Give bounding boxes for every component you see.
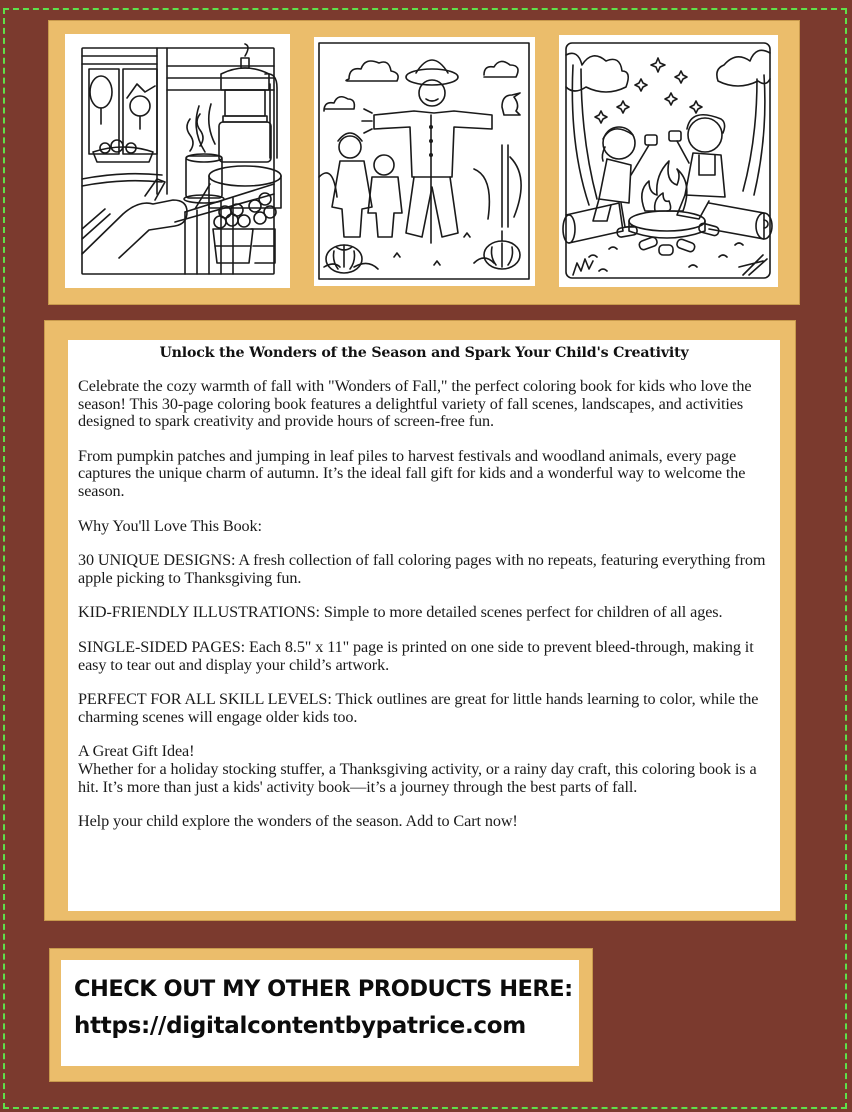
store-url-link[interactable]: https://digitalcontentbypatrice.com — [74, 1013, 526, 1039]
feature-unique-designs: 30 UNIQUE DESIGNS: A fresh collection of fall coloring pages with no repeats, featuring everything from apple picking to Thanksgiving fun. — [78, 551, 766, 587]
feature-single-sided: SINGLE-SIDED PAGES: Each 8.5" x 11" page is printed on one side to prevent bleed-through, making it easy to tear out and display your child’s artwork. — [78, 637, 754, 674]
gallery-image-campfire — [559, 35, 778, 287]
gallery-panel — [48, 20, 800, 305]
gallery-image-scarecrow — [314, 37, 535, 286]
description-heading: Unlock the Wonders of the Season and Spark Your Child's Creativity — [159, 345, 689, 361]
description-panel — [44, 320, 796, 921]
other-products-title: CHECK OUT MY OTHER PRODUCTS HERE: — [74, 976, 573, 1002]
paragraph-autumn-charm: From pumpkin patches and jumping in leaf piles to harvest festivals and woodland animals, every page captures the unique charm of autumn. It’s the ideal fall gift for kids and a wonderful way to welcome the season. — [78, 446, 746, 500]
paragraph-why-love: Why You'll Love This Book: — [78, 516, 262, 535]
gift-idea-heading: A Great Gift Idea! — [78, 742, 195, 761]
campfire-illustration — [559, 35, 778, 287]
scarecrow-illustration — [314, 37, 535, 286]
other-products-box — [61, 960, 579, 1066]
paragraph-gift-idea: Whether for a holiday stocking stuffer, a Thanksgiving activity, or a rainy day craft, this coloring book is a hit. It’s more than just a kids' activity book—it’s a journey through the best parts of fall. — [78, 759, 757, 796]
feature-skill-levels: PERFECT FOR ALL SKILL LEVELS: Thick outlines are great for little hands learning to color, while the charming scenes will engage older kids too. — [78, 690, 759, 726]
description-box — [68, 340, 780, 911]
paragraph-call-to-action: Help your child explore the wonders of the season. Add to Cart now! — [78, 812, 518, 831]
paragraph-intro: Celebrate the cozy warmth of fall with "Wonders of Fall," the perfect coloring book for kids who love the season! This 30-page coloring book features a delightful variety of fall scenes, landscapes, and activities designed to spark creativity and provide hours of screen-free fun. — [78, 377, 752, 431]
cider-press-illustration — [65, 34, 290, 288]
gallery-image-cider-press — [65, 34, 290, 288]
other-products-panel — [49, 948, 593, 1082]
feature-kid-friendly: KID-FRIENDLY ILLUSTRATIONS: Simple to more detailed scenes perfect for children of all ages. — [78, 603, 723, 622]
